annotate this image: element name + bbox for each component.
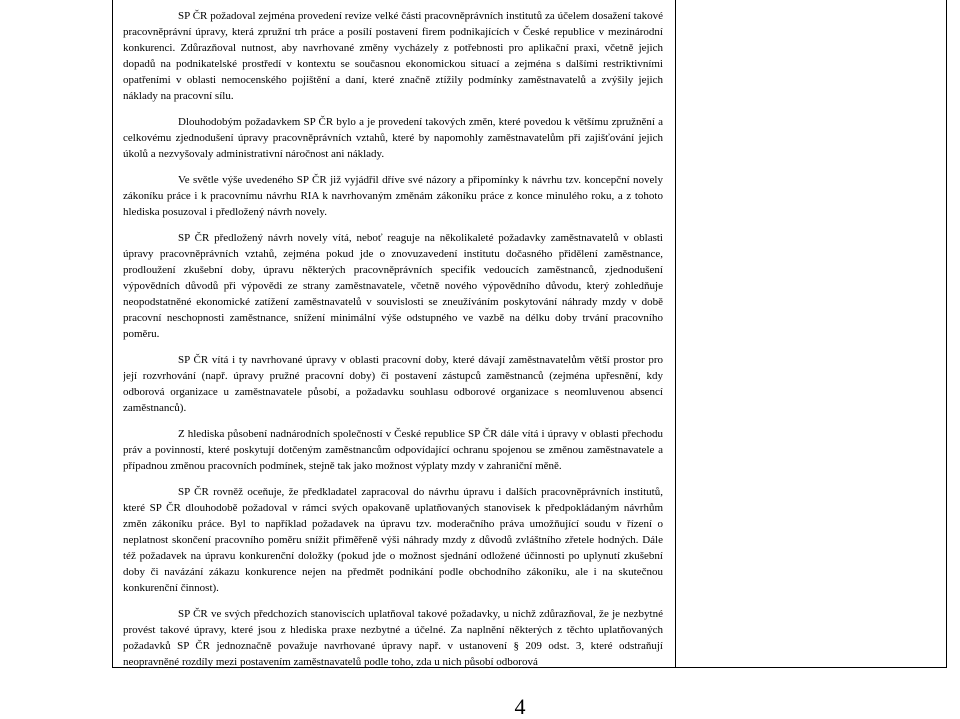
document-text-cell — [123, 8, 663, 668]
table-column-divider — [675, 0, 676, 667]
paragraph: SP ČR rovněž oceňuje, že předkladatel zapracoval do návrhu úpravu i dalších pracovněprávních institutů, které SP ČR dlouhodobě požadoval v rámci svých opakovaně uplatňovaných stanovisek k předpokládaným návrhům změn zákoníku práce. Byl to například požadavek na úpravu tzv. moderačního práva umožňující soudu v řízení o neplatnost skončení pracovního poměru snížit přiměřeně výši náhrady mzdy z důvodů zvláštního zřetele hodných. Dále též požadavek na úpravu konkurenční doložky (pokud jde o možnost sjednání odložené účinnosti po uplynutí zkušební doby či navázání zákazu konkurence nejen na předmět podnikání podle obchodního zákoníku, ale i na skutečnou konkurenční činnost). — [123, 486, 663, 594]
paragraph: Dlouhodobým požadavkem SP ČR bylo a je provedení takových změn, které povedou k většímu zpružnění a celkovému zjednodušení úpravy pracovněprávních vztahů, které by napomohly zaměstnavatelům při zajišťování jejich úkolů a nezvyšovaly administrativní náročnost ani náklady. — [123, 116, 663, 160]
paragraph: SP ČR předložený návrh novely vítá, neboť reaguje na několikaleté požadavky zaměstnavatelů v oblasti úpravy pracovněprávních vztahů, zejména pokud jde o znovuzavedení institutu dočasného přidělení zaměstnance, prodloužení zkušební doby, úpravu některých pracovněprávních specifik vedoucích zaměstnanců, zjednodušení výpovědních důvodů při výpovědi ze strany zaměstnavatele, včetně nového výpovědního důvodu, který zohledňuje neopodstatněné ekonomické zatížení zaměstnavatelů v souvislosti se zneužíváním poskytování náhrady mzdy v době pracovní neschopnosti zaměstnance, snížení minimální výše odstupného ve vazbě na délku doby trvání pracovního poměru. — [123, 232, 663, 340]
paragraph: Z hlediska působení nadnárodních společností v České republice SP ČR dále vítá i úpravy v oblasti přechodu práv a povinností, které poskytují dotčeným zaměstnancům odpovídající ochranu spojenou se změnou zaměstnavatele a případnou změnou pracovních podmínek, stejně tak jako možnost výplaty mzdy v zahraniční měně. — [123, 428, 663, 472]
paragraph: SP ČR vítá i ty navrhované úpravy v oblasti pracovní doby, které dávají zaměstnavatelům větší prostor pro její rozvrhování (např. úpravy pružné pracovní doby) či postavení zástupců zaměstnanců (zejména upřesnění, kdy odborová organizace u zaměstnavatele působí, a požadavku souhlasu odborové organizace s neomluvenou absencí zaměstnanců). — [123, 354, 663, 414]
table-left-border — [112, 0, 113, 667]
page-number: 4 — [514, 694, 526, 719]
paragraph: Ve světle výše uvedeného SP ČR již vyjádřil dříve své názory a připomínky k návrhu tzv. koncepční novely zákoníku práce i k pracovnímu návrhu RIA k navrhovaným změnám zákoníku práce z konce minulého roku, a z tohoto hlediska posuzoval i předložený návrh novely. — [123, 174, 663, 218]
paragraph: SP ČR požadoval zejména provedení revize velké části pracovněprávních institutů za účelem dosažení takové pracovněprávní úpravy, která zpružní trh práce a posílí postavení firem podnikajících v České republice v mezinárodní konkurenci. Zdůrazňoval nutnost, aby navrhované změny vycházely z potřebnosti pro aplikační praxi, včetně jejich dopadů na podnikatelské prostředí v kontextu se současnou ekonomickou situací a zejména s dalšími restriktivními opatřeními v oblasti nemocenského pojištění a daní, které značně ztížily podmínky zaměstnavatelů a zvýšily jejich náklady na pracovní sílu. — [123, 10, 663, 102]
table-right-border — [946, 0, 947, 667]
paragraph: SP ČR ve svých předchozích stanoviscích uplatňoval takové požadavky, u nichž zdůrazňoval, že je nezbytné provést takové úpravy, které jsou z hlediska praxe nezbytné a účelné. Za naplnění některých z těchto uplatňovaných požadavků SP ČR jednoznačně považuje navrhované úpravy např. v ustanovení § 209 odst. 3, které odstraňují neopravněné rozdíly mezi postavením zaměstnavatelů podle toho, zda u nich působí odborová — [123, 608, 663, 668]
